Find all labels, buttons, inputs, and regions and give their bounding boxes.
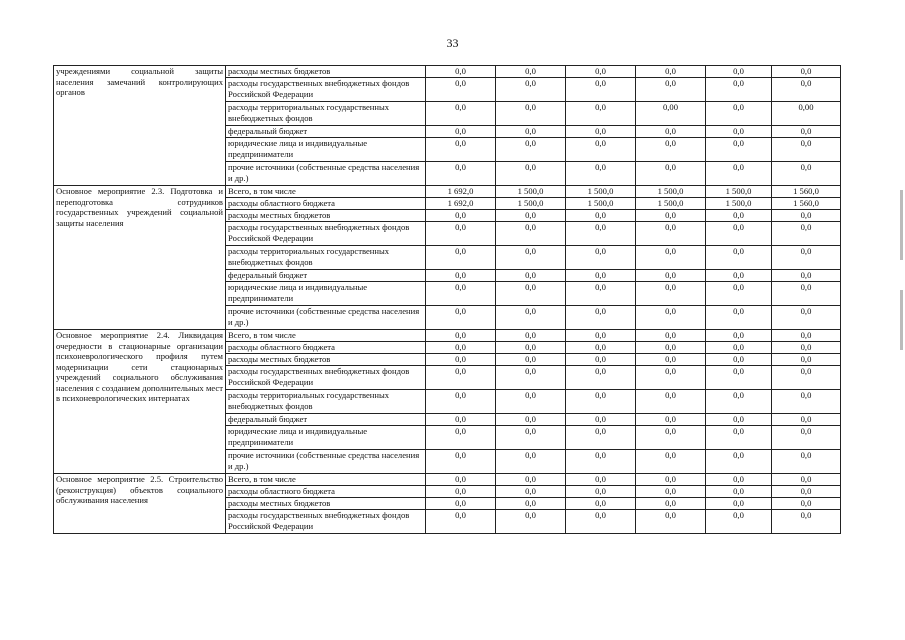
funding-source-cell: Всего, в том числе <box>226 186 426 198</box>
value-cell: 0,0 <box>426 138 496 162</box>
value-cell: 0,0 <box>426 126 496 138</box>
value-cell: 0,0 <box>636 246 706 270</box>
value-cell: 0,0 <box>496 270 566 282</box>
value-cell: 1 692,0 <box>426 198 496 210</box>
value-cell: 0,0 <box>706 270 772 282</box>
value-cell: 0,0 <box>426 414 496 426</box>
value-cell: 0,0 <box>772 282 841 306</box>
funding-source-cell: расходы территориальных государственных внебюджетных фондов <box>226 102 426 126</box>
value-cell: 0,0 <box>566 162 636 186</box>
value-cell: 0,0 <box>426 102 496 126</box>
value-cell: 0,0 <box>706 306 772 330</box>
value-cell: 0,0 <box>706 138 772 162</box>
value-cell: 0,0 <box>772 66 841 78</box>
value-cell: 1 560,0 <box>772 186 841 198</box>
value-cell: 0,0 <box>706 390 772 414</box>
value-cell: 1 500,0 <box>706 198 772 210</box>
value-cell: 0,0 <box>706 330 772 342</box>
funding-source-cell: федеральный бюджет <box>226 414 426 426</box>
program-name-cell: учреждениями социальной защиты населения замечаний контролирующих органов <box>54 66 226 186</box>
value-cell: 0,0 <box>566 426 636 450</box>
value-cell: 0,0 <box>426 162 496 186</box>
value-cell: 0,0 <box>566 354 636 366</box>
funding-source-cell: расходы территориальных государственных внебюджетных фондов <box>226 390 426 414</box>
value-cell: 0,0 <box>706 486 772 498</box>
value-cell: 0,0 <box>566 366 636 390</box>
value-cell: 0,0 <box>566 474 636 486</box>
value-cell: 0,0 <box>706 498 772 510</box>
program-name-cell: Основное мероприятие 2.4. Ликвидация очередности в стационарные организации психоневрологического профиля путем модернизации сети стационарных учреждений социального обслуживания населения с созданием дополнительных мест в психоневрологических интернатах <box>54 330 226 474</box>
funding-source-cell: расходы государственных внебюджетных фондов Российской Федерации <box>226 78 426 102</box>
value-cell: 1 500,0 <box>706 186 772 198</box>
value-cell: 0,0 <box>772 162 841 186</box>
table-row <box>54 474 841 486</box>
value-cell: 0,0 <box>566 510 636 534</box>
value-cell: 0,0 <box>772 510 841 534</box>
value-cell: 0,0 <box>636 66 706 78</box>
funding-source-cell: прочие источники (собственные средства населения и др.) <box>226 306 426 330</box>
value-cell: 0,0 <box>496 126 566 138</box>
value-cell: 0,0 <box>772 342 841 354</box>
value-cell: 0,0 <box>636 306 706 330</box>
value-cell: 0,0 <box>426 366 496 390</box>
value-cell: 0,0 <box>636 390 706 414</box>
value-cell: 0,0 <box>426 330 496 342</box>
value-cell: 0,0 <box>706 474 772 486</box>
value-cell: 0,0 <box>636 126 706 138</box>
value-cell: 0,0 <box>636 366 706 390</box>
value-cell: 0,0 <box>426 246 496 270</box>
funding-source-cell: Всего, в том числе <box>226 474 426 486</box>
value-cell: 0,0 <box>496 162 566 186</box>
value-cell: 0,0 <box>496 282 566 306</box>
value-cell: 0,0 <box>496 78 566 102</box>
value-cell: 0,0 <box>496 450 566 474</box>
value-cell: 0,0 <box>496 210 566 222</box>
value-cell: 0,0 <box>496 474 566 486</box>
value-cell: 0,0 <box>426 66 496 78</box>
value-cell: 0,0 <box>636 282 706 306</box>
value-cell: 0,0 <box>566 450 636 474</box>
value-cell: 0,0 <box>772 450 841 474</box>
value-cell: 1 500,0 <box>496 186 566 198</box>
value-cell: 0,0 <box>566 486 636 498</box>
value-cell: 0,0 <box>426 342 496 354</box>
value-cell: 0,0 <box>772 330 841 342</box>
table-row <box>54 186 841 198</box>
value-cell: 0,0 <box>772 222 841 246</box>
funding-source-cell: расходы местных бюджетов <box>226 498 426 510</box>
value-cell: 0,0 <box>772 354 841 366</box>
budget-table <box>53 65 841 534</box>
value-cell: 0,0 <box>426 426 496 450</box>
value-cell: 0,0 <box>706 78 772 102</box>
value-cell: 0,0 <box>496 498 566 510</box>
value-cell: 0,0 <box>426 210 496 222</box>
value-cell: 0,0 <box>566 102 636 126</box>
value-cell: 0,0 <box>566 126 636 138</box>
value-cell: 0,0 <box>636 222 706 246</box>
value-cell: 0,0 <box>426 498 496 510</box>
value-cell: 0,0 <box>706 66 772 78</box>
value-cell: 0,0 <box>636 486 706 498</box>
value-cell: 0,00 <box>772 102 841 126</box>
value-cell: 0,0 <box>566 246 636 270</box>
value-cell: 0,0 <box>772 426 841 450</box>
value-cell: 0,0 <box>636 162 706 186</box>
value-cell: 0,0 <box>566 498 636 510</box>
funding-source-cell: юридические лица и индивидуальные предприниматели <box>226 426 426 450</box>
value-cell: 0,0 <box>636 498 706 510</box>
value-cell: 0,0 <box>566 330 636 342</box>
value-cell: 0,0 <box>496 366 566 390</box>
value-cell: 0,0 <box>496 510 566 534</box>
page-number: 33 <box>446 36 459 50</box>
value-cell: 1 692,0 <box>426 186 496 198</box>
value-cell: 0,0 <box>426 270 496 282</box>
value-cell: 0,0 <box>426 222 496 246</box>
value-cell: 0,0 <box>706 426 772 450</box>
value-cell: 0,0 <box>706 210 772 222</box>
value-cell: 0,0 <box>566 78 636 102</box>
value-cell: 1 500,0 <box>636 186 706 198</box>
value-cell: 0,0 <box>426 474 496 486</box>
funding-source-cell: юридические лица и индивидуальные предприниматели <box>226 282 426 306</box>
value-cell: 1 500,0 <box>636 198 706 210</box>
table-row <box>54 66 841 78</box>
value-cell: 0,0 <box>706 510 772 534</box>
value-cell: 0,0 <box>772 414 841 426</box>
funding-source-cell: расходы областного бюджета <box>226 198 426 210</box>
value-cell: 1 500,0 <box>566 186 636 198</box>
funding-source-cell: расходы территориальных государственных внебюджетных фондов <box>226 246 426 270</box>
value-cell: 0,0 <box>706 222 772 246</box>
value-cell: 0,0 <box>496 66 566 78</box>
scan-edge-mark <box>900 290 903 350</box>
value-cell: 0,0 <box>566 270 636 282</box>
value-cell: 0,0 <box>496 390 566 414</box>
value-cell: 0,0 <box>566 390 636 414</box>
value-cell: 0,0 <box>636 330 706 342</box>
scan-edge-mark <box>900 190 903 260</box>
value-cell: 0,0 <box>706 282 772 306</box>
value-cell: 1 560,0 <box>772 198 841 210</box>
value-cell: 0,0 <box>636 354 706 366</box>
funding-source-cell: федеральный бюджет <box>226 270 426 282</box>
funding-source-cell: расходы местных бюджетов <box>226 66 426 78</box>
value-cell: 0,0 <box>566 306 636 330</box>
value-cell: 0,0 <box>426 354 496 366</box>
value-cell: 1 500,0 <box>496 198 566 210</box>
value-cell: 0,0 <box>566 222 636 246</box>
funding-source-cell: расходы областного бюджета <box>226 342 426 354</box>
value-cell: 0,0 <box>426 450 496 474</box>
funding-source-cell: расходы областного бюджета <box>226 486 426 498</box>
program-name-cell: Основное мероприятие 2.5. Строительство (реконструкция) объектов социального обслуживания населения <box>54 474 226 534</box>
value-cell: 0,0 <box>636 210 706 222</box>
value-cell: 0,0 <box>636 138 706 162</box>
value-cell: 0,0 <box>636 426 706 450</box>
table-body <box>54 66 841 534</box>
value-cell: 0,0 <box>496 138 566 162</box>
value-cell: 0,0 <box>426 510 496 534</box>
funding-source-cell: расходы местных бюджетов <box>226 210 426 222</box>
value-cell: 0,0 <box>706 246 772 270</box>
value-cell: 1 500,0 <box>566 198 636 210</box>
funding-source-cell: расходы местных бюджетов <box>226 354 426 366</box>
value-cell: 0,0 <box>772 390 841 414</box>
value-cell: 0,0 <box>772 306 841 330</box>
value-cell: 0,0 <box>636 414 706 426</box>
funding-source-cell: Всего, в том числе <box>226 330 426 342</box>
funding-source-cell: расходы государственных внебюджетных фондов Российской Федерации <box>226 510 426 534</box>
funding-source-cell: расходы государственных внебюджетных фондов Российской Федерации <box>226 366 426 390</box>
funding-source-cell: федеральный бюджет <box>226 126 426 138</box>
value-cell: 0,0 <box>772 210 841 222</box>
funding-source-cell: прочие источники (собственные средства населения и др.) <box>226 162 426 186</box>
funding-source-cell: расходы государственных внебюджетных фондов Российской Федерации <box>226 222 426 246</box>
value-cell: 0,0 <box>772 246 841 270</box>
value-cell: 0,0 <box>706 126 772 138</box>
value-cell: 0,0 <box>706 342 772 354</box>
value-cell: 0,0 <box>496 306 566 330</box>
value-cell: 0,0 <box>496 426 566 450</box>
value-cell: 0,0 <box>706 366 772 390</box>
value-cell: 0,0 <box>636 342 706 354</box>
value-cell: 0,0 <box>636 450 706 474</box>
value-cell: 0,0 <box>706 450 772 474</box>
value-cell: 0,0 <box>636 78 706 102</box>
value-cell: 0,0 <box>566 342 636 354</box>
value-cell: 0,0 <box>772 498 841 510</box>
value-cell: 0,0 <box>426 306 496 330</box>
value-cell: 0,0 <box>496 102 566 126</box>
value-cell: 0,0 <box>496 354 566 366</box>
value-cell: 0,0 <box>496 342 566 354</box>
value-cell: 0,0 <box>566 66 636 78</box>
funding-source-cell: прочие источники (собственные средства населения и др.) <box>226 450 426 474</box>
value-cell: 0,0 <box>496 330 566 342</box>
value-cell: 0,0 <box>772 138 841 162</box>
value-cell: 0,0 <box>772 270 841 282</box>
value-cell: 0,0 <box>566 138 636 162</box>
value-cell: 0,0 <box>426 390 496 414</box>
program-name-cell: Основное мероприятие 2.3. Подготовка и переподготовка сотрудников государственных учреждений социальной защиты населения <box>54 186 226 330</box>
value-cell: 0,0 <box>772 486 841 498</box>
value-cell: 0,0 <box>566 210 636 222</box>
value-cell: 0,0 <box>566 282 636 306</box>
value-cell: 0,0 <box>636 270 706 282</box>
value-cell: 0,0 <box>636 474 706 486</box>
value-cell: 0,0 <box>706 162 772 186</box>
funding-source-cell: юридические лица и индивидуальные предприниматели <box>226 138 426 162</box>
value-cell: 0,0 <box>706 102 772 126</box>
value-cell: 0,0 <box>426 78 496 102</box>
table-row <box>54 330 841 342</box>
value-cell: 0,0 <box>566 414 636 426</box>
value-cell: 0,0 <box>772 474 841 486</box>
value-cell: 0,0 <box>772 78 841 102</box>
value-cell: 0,00 <box>636 102 706 126</box>
value-cell: 0,0 <box>496 414 566 426</box>
value-cell: 0,0 <box>496 222 566 246</box>
value-cell: 0,0 <box>772 126 841 138</box>
value-cell: 0,0 <box>772 366 841 390</box>
value-cell: 0,0 <box>636 510 706 534</box>
value-cell: 0,0 <box>706 414 772 426</box>
value-cell: 0,0 <box>426 486 496 498</box>
value-cell: 0,0 <box>496 246 566 270</box>
value-cell: 0,0 <box>496 486 566 498</box>
value-cell: 0,0 <box>426 282 496 306</box>
value-cell: 0,0 <box>706 354 772 366</box>
